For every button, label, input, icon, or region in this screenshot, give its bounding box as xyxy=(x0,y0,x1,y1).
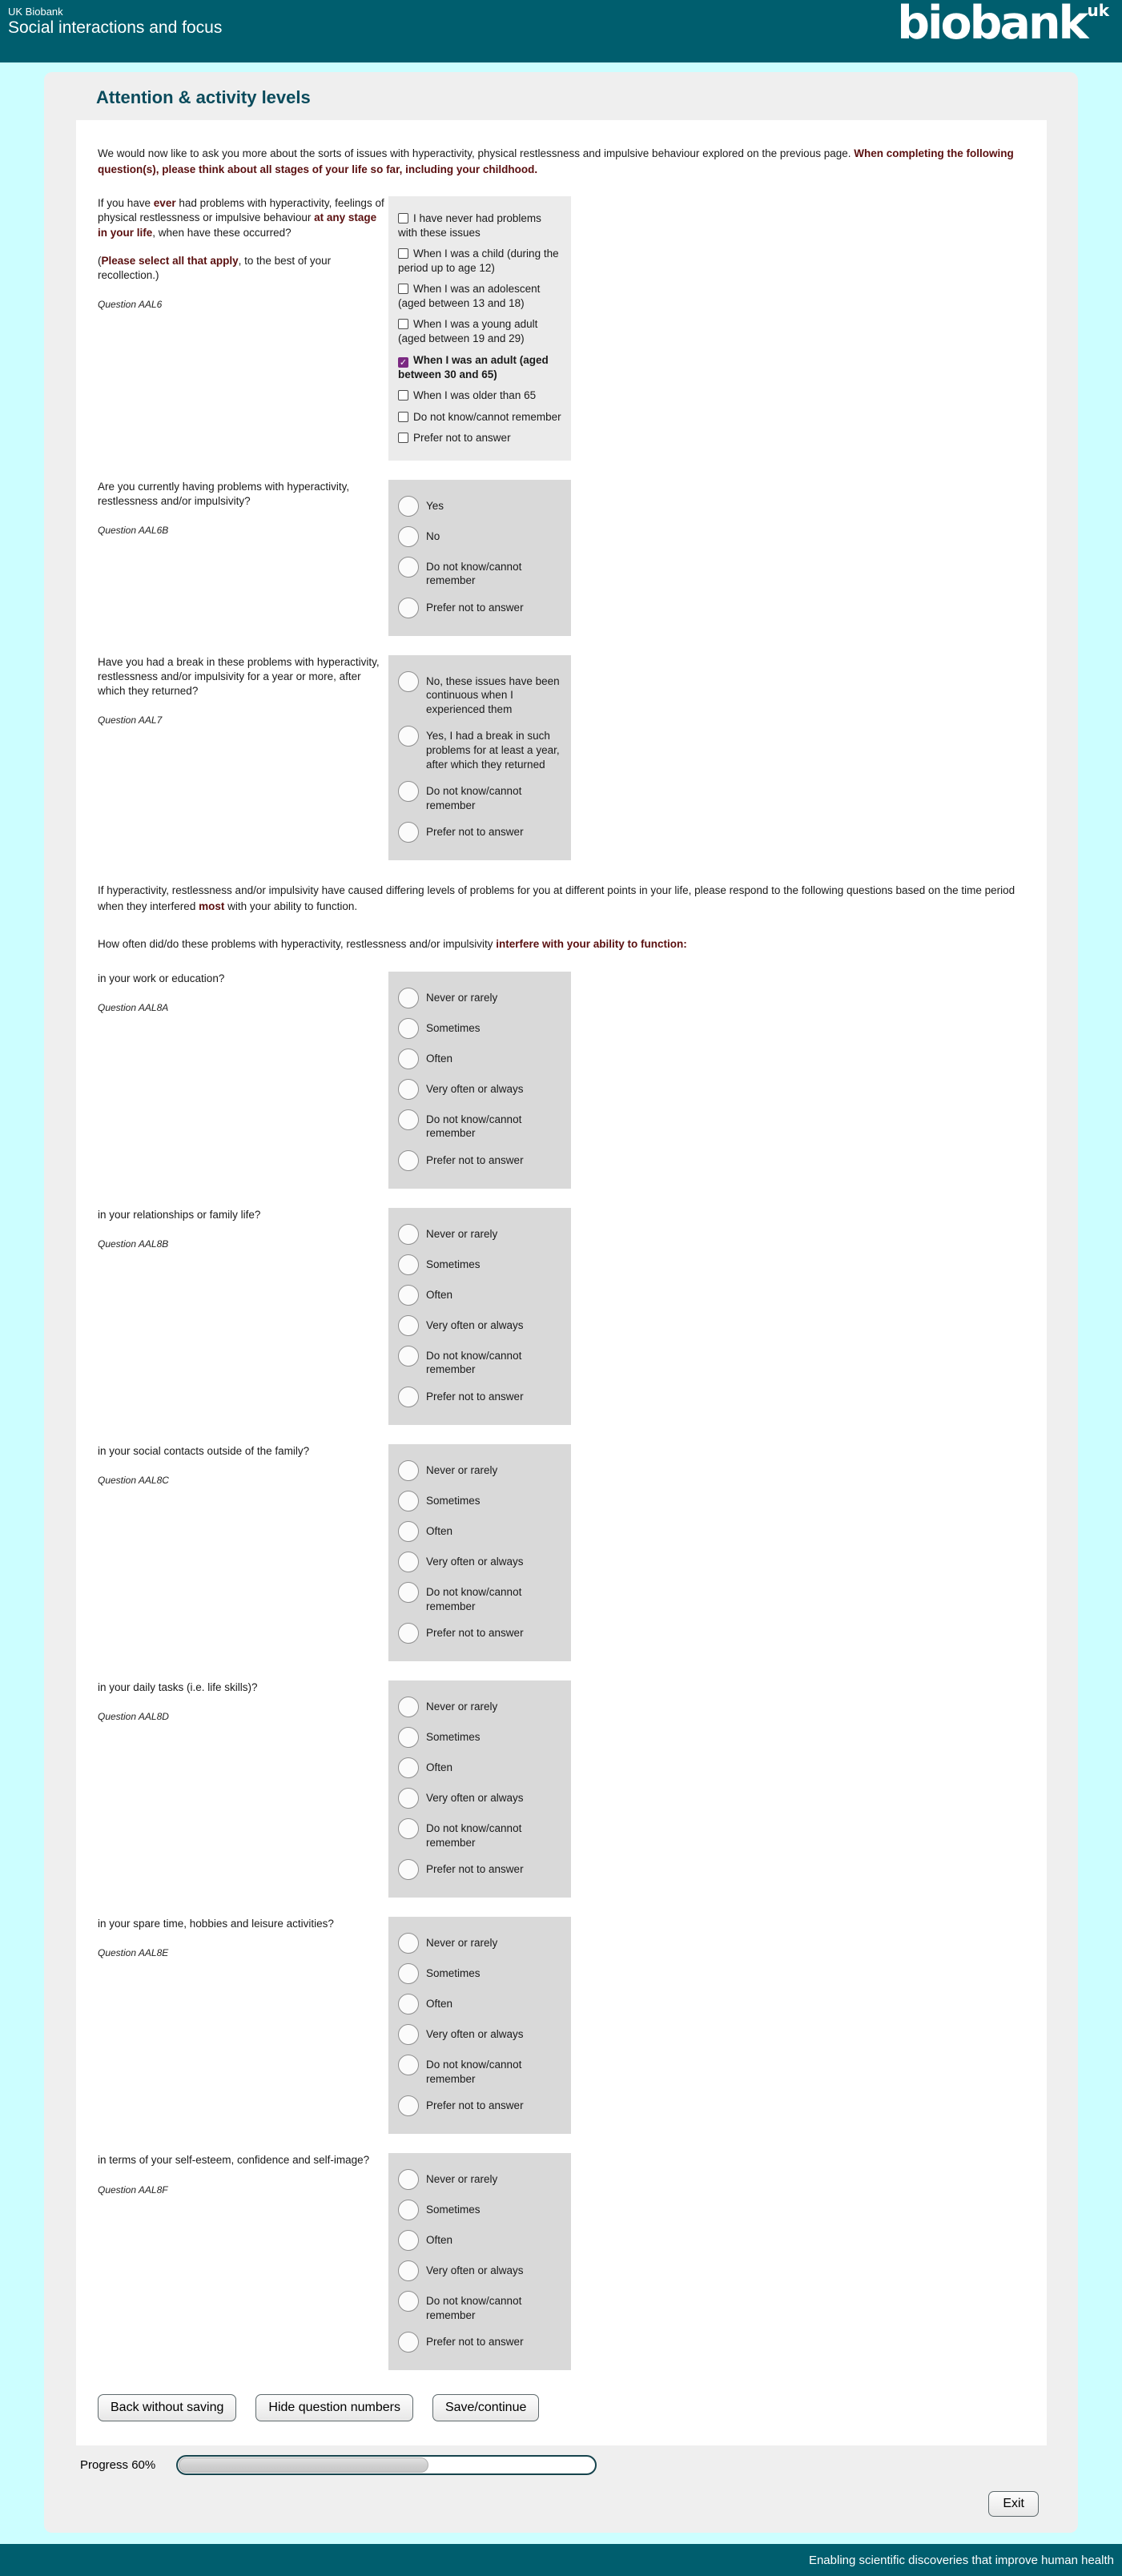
option-label: Never or rarely xyxy=(426,2173,498,2186)
radio-button[interactable] xyxy=(398,2024,419,2045)
radio-button[interactable] xyxy=(398,1079,419,1100)
option-label: Do not know/cannot remember xyxy=(426,560,522,587)
radio-button[interactable] xyxy=(398,671,419,692)
question-text: in your work or education? Question AAL8A xyxy=(98,972,388,1014)
option-label: Never or rarely xyxy=(426,1464,498,1477)
radio-button[interactable] xyxy=(398,2169,419,2190)
question-number: Question AAL8E xyxy=(98,1947,169,1959)
option-label: No xyxy=(426,529,440,542)
radio-button[interactable] xyxy=(398,1859,419,1880)
option-label: Often xyxy=(426,2234,453,2247)
option-label: Sometimes xyxy=(426,1258,481,1270)
radio-option[interactable] xyxy=(398,1757,561,1778)
question-text: Are you currently having problems with hyperactivity, restlessness and/or impulsivity? Question AAL6B xyxy=(98,480,388,537)
form-panel xyxy=(44,72,1078,2533)
radio-option[interactable] xyxy=(398,781,561,812)
radio-option[interactable] xyxy=(398,1552,561,1572)
radio-button[interactable] xyxy=(398,1623,419,1644)
radio-button[interactable] xyxy=(398,2055,419,2075)
option-label: Very often or always xyxy=(426,1792,524,1805)
footer-tagline: Enabling scientific discoveries that improve human health xyxy=(808,2553,1114,2567)
radio-button[interactable] xyxy=(398,1521,419,1542)
option-label: Often xyxy=(426,1052,453,1065)
radio-button[interactable] xyxy=(398,1818,419,1839)
option-label: Yes, I had a break in such problems for at least a year, after which they returned xyxy=(426,730,560,771)
question-number: Question AAL6 xyxy=(98,299,163,311)
radio-option[interactable] xyxy=(398,2260,561,2281)
radio-button[interactable] xyxy=(398,1018,419,1039)
option-label: Do not know/cannot remember xyxy=(426,2059,522,2085)
progress-bar xyxy=(176,2455,597,2475)
logo-uk-superscript: uk xyxy=(1087,1,1109,20)
radio-button[interactable] xyxy=(398,1757,419,1778)
checkbox[interactable] xyxy=(398,213,408,223)
radio-button[interactable] xyxy=(398,822,419,843)
radio-button[interactable] xyxy=(398,2095,419,2116)
option-label: Often xyxy=(426,1525,453,1538)
radio-button[interactable] xyxy=(398,1346,419,1366)
question-number: Question AAL8C xyxy=(98,1475,169,1487)
question-text: Have you had a break in these problems with hyperactivity, restlessness and/or impulsivity for a year or more, after which they returned? Question AAL7 xyxy=(98,655,388,727)
option-label: Prefer not to answer xyxy=(413,432,511,445)
question-row-AAL8B xyxy=(98,1208,1024,1425)
options-box xyxy=(388,1444,571,1661)
options-box xyxy=(388,480,571,636)
radio-option[interactable] xyxy=(398,1818,561,1849)
option-label: When I was a child (during the period up to age 12) xyxy=(398,248,559,274)
question-number: Question AAL7 xyxy=(98,714,163,727)
radio-button[interactable] xyxy=(398,988,419,1008)
radio-button[interactable] xyxy=(398,2291,419,2312)
option-label: Never or rarely xyxy=(426,991,498,1004)
question-note: (Please select all that apply, to the best of your recollection.) xyxy=(98,254,332,281)
radio-option[interactable] xyxy=(398,1049,561,1069)
checkbox-option[interactable] xyxy=(398,282,561,310)
question-text: in your relationships or family life? Question AAL8B xyxy=(98,1208,388,1250)
option-label: Very often or always xyxy=(426,1318,524,1331)
radio-option[interactable] xyxy=(398,1109,561,1141)
radio-button[interactable] xyxy=(398,1933,419,1954)
option-label: Often xyxy=(426,1288,453,1301)
questionnaire-title: Social interactions and focus xyxy=(8,18,223,37)
question-row-AAL8A xyxy=(98,972,1024,1189)
app-header xyxy=(0,0,1122,62)
question-row-AAL8E xyxy=(98,1917,1024,2134)
radio-option[interactable] xyxy=(398,598,561,618)
options-box xyxy=(388,1917,571,2134)
question-text: in your daily tasks (i.e. life skills)? Question AAL8D xyxy=(98,1680,388,1723)
radio-button[interactable] xyxy=(398,1285,419,1306)
radio-option[interactable] xyxy=(398,1727,561,1748)
radio-button[interactable] xyxy=(398,1491,419,1511)
question-area xyxy=(76,120,1047,2445)
radio-option[interactable] xyxy=(398,2200,561,2220)
exit-button[interactable]: Exit xyxy=(988,2491,1039,2517)
page-footer xyxy=(0,2544,1122,2576)
radio-option[interactable] xyxy=(398,671,561,717)
option-label: When I was an adult (aged between 30 and 65) xyxy=(398,353,549,380)
question-list xyxy=(98,196,1024,2370)
question-number: Question AAL8D xyxy=(98,1711,169,1723)
instruction-paragraph: How often did/do these problems with hyperactivity, restlessness and/or impulsivity interfere with your ability to function: xyxy=(98,938,687,951)
option-label: Yes xyxy=(426,499,444,512)
radio-option[interactable] xyxy=(398,1491,561,1511)
radio-button[interactable] xyxy=(398,1963,419,1984)
option-label: Very often or always xyxy=(426,1082,524,1095)
options-box xyxy=(388,655,571,860)
hide-question-numbers-button[interactable]: Hide question numbers xyxy=(255,2394,413,2421)
option-label: Very often or always xyxy=(426,1556,524,1568)
radio-option[interactable] xyxy=(398,1315,561,1336)
option-label: When I was an adolescent (aged between 13 and 18) xyxy=(398,283,541,309)
radio-option[interactable] xyxy=(398,1224,561,1245)
option-label: Prefer not to answer xyxy=(426,2336,524,2349)
radio-option[interactable] xyxy=(398,1387,561,1407)
radio-button[interactable] xyxy=(398,1727,419,1748)
question-text: in terms of your self-esteem, confidence and self-image? Question AAL8F xyxy=(98,2153,388,2196)
option-label: Never or rarely xyxy=(426,1937,498,1950)
radio-button[interactable] xyxy=(398,1387,419,1407)
instruction-paragraph: If hyperactivity, restlessness and/or impulsivity have caused differing levels of problems for you at different points in your life, please respond to the following questions based on the time period when they interfered most with your ability to function. xyxy=(98,884,1015,912)
radio-button[interactable] xyxy=(398,2230,419,2251)
option-label: Do not know/cannot remember xyxy=(426,1822,522,1849)
page-title: Attention & activity levels xyxy=(96,87,311,107)
radio-button[interactable] xyxy=(398,1224,419,1245)
option-label: Do not know/cannot remember xyxy=(426,1113,522,1140)
radio-button[interactable] xyxy=(398,557,419,578)
radio-button[interactable] xyxy=(398,1150,419,1171)
option-label: Prefer not to answer xyxy=(426,1153,524,1166)
radio-button[interactable] xyxy=(398,1697,419,1717)
checkbox[interactable] xyxy=(398,390,408,400)
option-label: Do not know/cannot remember xyxy=(426,1586,522,1612)
option-label: When I was older than 65 xyxy=(413,389,537,402)
option-label: Never or rarely xyxy=(426,1227,498,1240)
option-label: Prefer not to answer xyxy=(426,1627,524,1640)
radio-button[interactable] xyxy=(398,1109,419,1130)
radio-option[interactable] xyxy=(398,2291,561,2322)
radio-option[interactable] xyxy=(398,1460,561,1481)
question-row-AAL8D xyxy=(98,1680,1024,1898)
radio-button[interactable] xyxy=(398,1994,419,2015)
radio-button[interactable] xyxy=(398,1552,419,1572)
checkbox-option[interactable] xyxy=(398,353,561,382)
question-row-AAL8C xyxy=(98,1444,1024,1661)
radio-button[interactable] xyxy=(398,1254,419,1275)
radio-button[interactable] xyxy=(398,726,419,747)
question-row-AAL6 xyxy=(98,196,1024,461)
checkbox[interactable] xyxy=(398,412,408,422)
options-box xyxy=(388,972,571,1189)
checkbox-option[interactable] xyxy=(398,431,561,445)
radio-option[interactable] xyxy=(398,1963,561,1984)
radio-option[interactable] xyxy=(398,2055,561,2086)
checkbox-option[interactable] xyxy=(398,388,561,403)
option-label: No, these issues have been continuous when I experienced them xyxy=(426,674,560,715)
option-label: Never or rarely xyxy=(426,1701,498,1713)
option-label: Often xyxy=(426,1998,453,2010)
option-label: Sometimes xyxy=(426,2204,481,2216)
radio-option[interactable] xyxy=(398,1346,561,1377)
option-label: Do not know/cannot remember xyxy=(426,1349,522,1376)
checkbox[interactable] xyxy=(398,433,408,443)
checkbox-option[interactable] xyxy=(398,211,561,239)
radio-option[interactable] xyxy=(398,2169,561,2190)
radio-option[interactable] xyxy=(398,1018,561,1039)
radio-option[interactable] xyxy=(398,1994,561,2015)
question-row-AAL7 xyxy=(98,655,1024,860)
option-label: Often xyxy=(426,1761,453,1774)
checkbox[interactable] xyxy=(398,284,408,294)
option-label: Sometimes xyxy=(426,1967,481,1980)
back-without-saving-button[interactable]: Back without saving xyxy=(98,2394,236,2421)
progress-row xyxy=(80,2455,1078,2475)
checkbox[interactable] xyxy=(398,357,408,368)
checkbox[interactable] xyxy=(398,319,408,329)
option-label: Prefer not to answer xyxy=(426,1863,524,1876)
intro-paragraph xyxy=(98,146,1024,177)
radio-option[interactable] xyxy=(398,988,561,1008)
option-label: Prefer not to answer xyxy=(426,601,524,614)
radio-button[interactable] xyxy=(398,2200,419,2220)
radio-button[interactable] xyxy=(398,598,419,618)
question-text: in your social contacts outside of the family? Question AAL8C xyxy=(98,1444,388,1487)
option-label: Do not know/cannot remember xyxy=(413,410,561,423)
options-box xyxy=(388,1680,571,1898)
option-label: Prefer not to answer xyxy=(426,826,524,839)
radio-option[interactable] xyxy=(398,496,561,517)
radio-button[interactable] xyxy=(398,1049,419,1069)
radio-option[interactable] xyxy=(398,822,561,843)
radio-option[interactable] xyxy=(398,1582,561,1613)
radio-button[interactable] xyxy=(398,1315,419,1336)
options-box xyxy=(388,2153,571,2370)
radio-button[interactable] xyxy=(398,1460,419,1481)
option-label: Prefer not to answer xyxy=(426,1391,524,1403)
form-buttons xyxy=(98,2394,1024,2421)
radio-button[interactable] xyxy=(398,2260,419,2281)
save-continue-button[interactable]: Save/continue xyxy=(432,2394,539,2421)
radio-option[interactable] xyxy=(398,2095,561,2116)
radio-button[interactable] xyxy=(398,496,419,517)
radio-button[interactable] xyxy=(398,1582,419,1603)
radio-option[interactable] xyxy=(398,2332,561,2353)
radio-option[interactable] xyxy=(398,1521,561,1542)
radio-button[interactable] xyxy=(398,1788,419,1809)
radio-option[interactable] xyxy=(398,1285,561,1306)
radio-button[interactable] xyxy=(398,781,419,802)
option-label: Sometimes xyxy=(426,1021,481,1034)
page-body xyxy=(0,62,1122,2544)
radio-option[interactable] xyxy=(398,1623,561,1644)
question-number: Question AAL8F xyxy=(98,2184,168,2196)
checkbox-option[interactable] xyxy=(398,247,561,275)
radio-option[interactable] xyxy=(398,526,561,547)
option-label: I have never had problems with these issues xyxy=(398,212,541,239)
org-name: UK Biobank xyxy=(8,6,63,18)
question-number: Question AAL8A xyxy=(98,1002,169,1014)
intro-emphasis: When completing the following question(s), please think about all stages of your life so far, including your childhood. xyxy=(98,147,1014,175)
radio-button[interactable] xyxy=(398,2332,419,2353)
question-number: Question AAL8B xyxy=(98,1238,169,1250)
option-label: Sometimes xyxy=(426,1731,481,1744)
question-text: If you have ever had problems with hyperactivity, feelings of physical restlessness or impulsive behaviour at any stage in your life, when have these occurred? (Please select all that apply, to the best of your recollection.) Question AAL6 xyxy=(98,196,388,311)
progress-label: Progress 60% xyxy=(80,2458,156,2473)
options-box xyxy=(388,196,571,461)
radio-option[interactable] xyxy=(398,557,561,588)
biobank-logo: biobank$^{uk}$ xyxy=(897,0,1109,50)
radio-option[interactable] xyxy=(398,1859,561,1880)
radio-option[interactable] xyxy=(398,1697,561,1717)
radio-option[interactable] xyxy=(398,726,561,771)
options-box xyxy=(388,1208,571,1425)
checkbox[interactable] xyxy=(398,248,408,259)
question-text: in your spare time, hobbies and leisure activities? Question AAL8E xyxy=(98,1917,388,1959)
radio-button[interactable] xyxy=(398,526,419,547)
radio-option[interactable] xyxy=(398,1079,561,1100)
question-row-AAL6B xyxy=(98,480,1024,636)
option-label: Do not know/cannot remember xyxy=(426,785,522,811)
radio-option[interactable] xyxy=(398,1150,561,1171)
radio-option[interactable] xyxy=(398,1788,561,1809)
radio-option[interactable] xyxy=(398,1933,561,1954)
option-label: Sometimes xyxy=(426,1495,481,1507)
radio-option[interactable] xyxy=(398,2230,561,2251)
progress-fill xyxy=(179,2457,428,2473)
radio-option[interactable] xyxy=(398,2024,561,2045)
checkbox-option[interactable] xyxy=(398,410,561,425)
option-label: When I was a young adult (aged between 19 and 29) xyxy=(398,318,538,344)
option-label: Prefer not to answer xyxy=(426,2099,524,2112)
question-number: Question AAL6B xyxy=(98,525,169,537)
question-row-AAL8F xyxy=(98,2153,1024,2370)
option-label: Very often or always xyxy=(426,2028,524,2041)
checkbox-option[interactable] xyxy=(398,317,561,345)
option-label: Do not know/cannot remember xyxy=(426,2295,522,2321)
exit-row xyxy=(44,2491,1039,2517)
radio-option[interactable] xyxy=(398,1254,561,1275)
intro-text: We would now like to ask you more about the sorts of issues with hyperactivity, physical restlessness and impulsive behaviour explored on the previous page. xyxy=(98,147,855,159)
option-label: Very often or always xyxy=(426,2264,524,2277)
